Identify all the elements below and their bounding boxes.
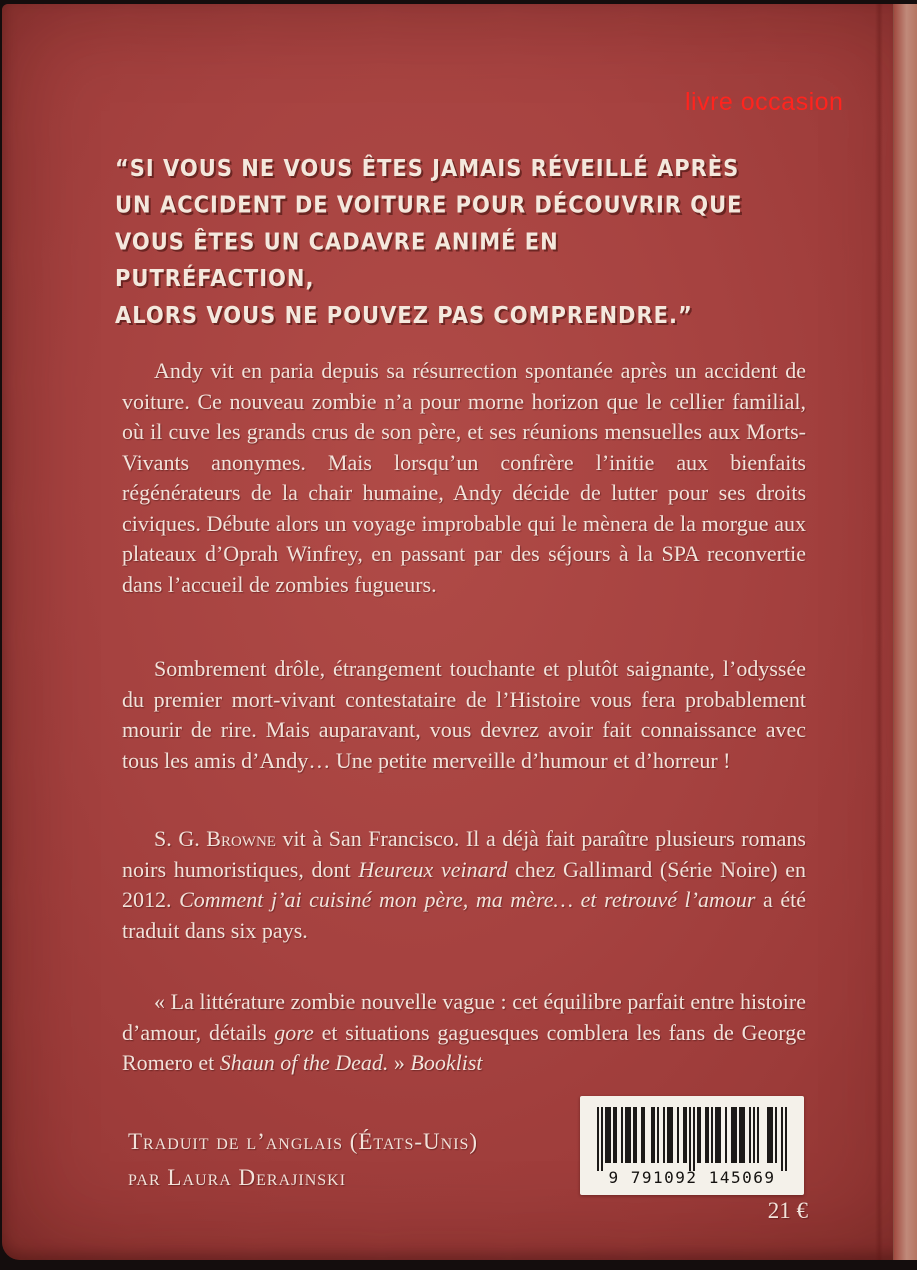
review-quote: « La littérature zombie nouvelle vague : cet équilibre parfait entre histoire d’amour, détails gore et situations gaguesques comblera les fans de George Romero et Shaun of the Dead. » Booklist [122,989,807,1075]
synopsis-paragraph-2: Sombrement drôle, étrangement touchante et plutôt saignante, l’odyssée du premier mort-vivant contestataire de l’Histoire vous fera probablement mourir de rire. Mais auparavant, vous devrez avoir fait connaissance avec tous les amis d’Andy… Une petite merveille d’humour et d’horreur ! [122,656,806,773]
author-bio: S. G. Browne vit à San Francisco. Il a déjà fait paraître plusieurs romans noirs humoristiques, dont Heureux veinard chez Gallimard (Série Noire) en 2012. Comment j’ai cuisiné mon père, ma mère… et retrouvé l’amour a été traduit dans six pays. [122,826,807,943]
price-label: 21 € [767,1198,808,1223]
page-edge [893,4,917,1260]
translator-credit: Traduit de l’anglais (États-Unis) par Laura Derajinski [128,1129,479,1190]
barcode-number: 9 791092 145069 [608,1168,776,1187]
seller-overlay-label: livre occasion [685,88,844,116]
barcode-label [580,1096,804,1195]
cover-tagline-quote: “SI VOUS NE VOUS ÊTES JAMAIS RÉVEILLÉ APRÈS UN ACCIDENT DE VOITURE POUR DÉCOUVRIR QUE VOUS ÊTES UN CADAVRE ANIMÉ EN PUTRÉFACTION, ALORS VOUS NE POUVEZ PAS COMPRENDRE.” [115,155,743,329]
book-back-cover [2,4,917,1260]
cover-crease [875,4,883,1260]
synopsis-paragraph-1: Andy vit en paria depuis sa résurrection spontanée après un accident de voiture. Ce nouveau zombie n’a pour morne horizon que le cellier familial, où il cuve les grands crus de son père, et ses réunions mensuelles aux Morts-Vivants anonymes. Mais lorsqu’un confrère l’initie aux bienfaits régénérateurs de la chair humaine, Andy décide de lutter pour ses droits civiques. Débute alors un voyage improbable qui le mènera de la morgue aux plateaux d’Oprah Winfrey, en passant par des séjours à la SPA reconvertie dans l’accueil de zombies fugueurs. [122,358,806,597]
